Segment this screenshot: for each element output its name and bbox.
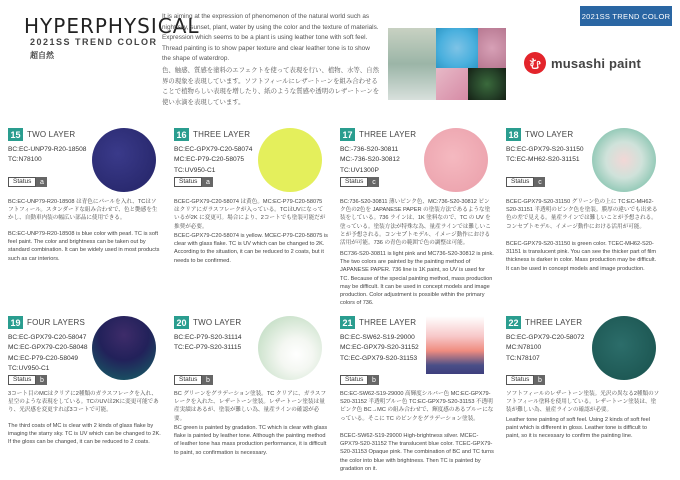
paint-codes [506, 145, 586, 166]
color-swatch [592, 316, 656, 380]
description-en: BCEC-GPX79-C20-58074 is yellow. MCEC-P79-C20-58075 is clear with glass flake. TC is UV which can be changed to 2K. According to the situation, it can be reduced to 2 coats, but it needs to be confirmed. [174, 233, 328, 264]
photo-tile-plant [468, 68, 506, 100]
description-en: BC:EC-UNP79-R20-18508 is blue color with pearl. TC is soft feel paint. The color and brightness can be taken out by standard combination. It can be widely used in most products such as car interiors. [8, 231, 160, 262]
paint-codes [340, 145, 420, 176]
card-header [8, 128, 75, 141]
status-badge [340, 375, 379, 385]
status-value: b [534, 375, 545, 385]
card-layer-count: TWO LAYER [27, 130, 76, 139]
paint-code: MC:-736-S20-30812 [340, 156, 400, 164]
paint-code: MC:EC-P79-C20-58075 [174, 156, 244, 164]
intro-text [162, 12, 380, 108]
paint-code: BC:EC-UNP79-R20-18508 [8, 146, 87, 153]
paint-code: TC:EC-P79-S20-31115 [174, 344, 242, 352]
logo-mark-icon: む [524, 52, 546, 74]
card-number: 21 [340, 316, 355, 329]
paint-code: BC:EC-GPX79-C20-58074 [174, 146, 253, 153]
paint-code: BC:EC-GPX79-C20-58047 [8, 334, 87, 341]
description-jp: BC:EC-SW62-S19-29000 高輝度シルバー色 MC:EC-GPX79-S20-31152 半透明ブルー色 TC:EC-GPX79-S20-31153 不透明ピンク色 BC→MC の組み合わせで、輝度感のあるブルーになっている。そこに TC のピンクをグラデーション塗装。 [340, 391, 494, 422]
card-number: 16 [174, 128, 189, 141]
paint-code: TC:N78107 [506, 354, 540, 362]
photo-tile-sky [388, 28, 436, 100]
description-jp: BC グリーンをグラデーション塗装。TC クリアに、ガラスフレークを入れた、レザートーン塗装。レザートーン塗装は量産実績はあるが、塗装が難しい為、量産ラインの確認が必要。 [174, 391, 327, 422]
photo-tile-flower [478, 28, 506, 68]
paint-codes [8, 145, 88, 166]
paint-codes [174, 333, 254, 354]
card-number: 15 [8, 128, 23, 141]
status-badge [8, 177, 47, 187]
status-badge [340, 177, 379, 187]
card-layer-count: THREE LAYER [359, 130, 417, 139]
card-header [174, 316, 241, 329]
description-jp: BCEC-GPX79-C20-58074 は黄色。MC:EC-P79-C20-58075 はクリアにガラスフレークが入っている。TCはUVになっているが2K に変更可。場合により、2コートでも塗装可能だが推奨が必要。 [174, 199, 326, 230]
description-jp: BC:EC-UNP79-R20-18508 は青色にパールを入れ、TCはソフトフィール。スタンダードな組み合わせで、色と艶感を生かし、自動車内装の幅広い部品に使用できる。 [8, 199, 158, 222]
card-number: 22 [506, 316, 521, 329]
status-value: c [368, 177, 379, 187]
status-value: a [202, 177, 213, 187]
description-jp: ソフトフィールのレザートーン塗装。光沢の異なる2種類のソフトフィール塗料を使用している。レザートーン塗装は、塗装が難しい為、量産ラインの確認が必要。 [506, 391, 660, 414]
description-en: Leather tone painting of soft feel. Using 2 kinds of soft feel paint which is different in gloss. Leather tone is difficult to paint, so it is necessary to confirm the painting line. [506, 417, 650, 440]
paint-codes [340, 333, 420, 364]
status-label: Status [340, 177, 368, 187]
card-number: 20 [174, 316, 189, 329]
color-swatch [92, 128, 156, 192]
status-label: Status [8, 375, 36, 385]
status-value: a [36, 177, 47, 187]
brand-title-jp: 超自然 [30, 51, 54, 60]
status-label: Status [506, 177, 534, 187]
card-layer-count: THREE LAYER [359, 318, 417, 327]
paint-code: TC:UV950-C1 [174, 166, 216, 174]
paint-code: MC:EC-GPX79-C20-58048 [8, 344, 88, 352]
paint-code: MC:EC-GPX79-S20-31152 [340, 344, 419, 352]
brand-subtitle: 2021SS TREND COLOR [30, 37, 158, 47]
paint-code: BC:EC-GPX79-C20-58072 [506, 334, 585, 341]
logo-text: musashi paint [551, 55, 642, 71]
paint-code: TC:EC-MH62-S20-31151 [506, 156, 580, 164]
photo-tile-sunset [436, 68, 468, 100]
card-number: 18 [506, 128, 521, 141]
card-header [340, 316, 416, 329]
nature-photo-collage [388, 28, 506, 100]
paint-code: BC:-736-S20-30811 [340, 146, 399, 153]
color-swatch [424, 128, 488, 192]
paint-code: TC:EC-GPX79-S20-31153 [340, 354, 418, 362]
brand-title: HYPERPHYSICAL [24, 14, 200, 38]
status-value: b [202, 375, 213, 385]
paint-code: TC:UV950-C1 [8, 365, 50, 373]
intro-japanese: 色、触感、質感を塗料のエフェクトを使って表現を行い、植物、水等、自然界の現象を表現しています。ソフトフィールにレザートーンを組み合わせることで植物らしい表現を増したり、紙のような質感や透明のレザートーンを使い水滴を表現しています。 [162, 66, 380, 106]
card-layer-count: TWO LAYER [193, 318, 242, 327]
paint-codes [506, 333, 586, 364]
paint-code: BC:EC-SW62-S19-29000 [340, 334, 415, 341]
card-header [506, 316, 582, 329]
card-header [340, 128, 416, 141]
description-en: BCEC-GPX79-S20-31150 is green color. TCEC-MH62-S20-31151 is translucent pink. You can see the thicker part of film thickness is darker in color. Mass production may be difficult. It can be used in concept models and image production. [506, 241, 657, 272]
color-swatch [258, 128, 322, 192]
color-swatch [426, 316, 484, 374]
status-label: Status [174, 375, 202, 385]
description-en: The third coats of MC is clear with 2 kinds of glass flake by imaging the starry sky. TC is UV which can be changed to 2K. If the gloss can be changed, it can be reduced to 2 coats. [8, 423, 161, 446]
description-en: BCEC-SW62-S19-29000 High-brightness silver. MCEC-GPX79-S20-31152 The translucent blue color. TCEC-GPX79-S20-31153 Opaque pink. The combination of BC and TC turns the color into blue with brightness. Then TC is painted by gradation on it. [340, 433, 494, 472]
card-layer-count: FOUR LAYERS [27, 318, 86, 327]
status-value: c [534, 177, 545, 187]
paint-code: TC:UV1300P [340, 166, 379, 174]
intro-english: It is aiming at the expression of phenomenon of the natural world such as night sky, sunset, plant, water by using the color and the texture of materials. Expression which seems to be a plant is using leather tone with soft feel. Thread painting is to show paper texture and clear leather tone is to show the shape of waterdrop. [162, 13, 379, 63]
paint-code: MC:N78100 [506, 344, 542, 352]
color-swatch [258, 316, 322, 380]
card-layer-count: THREE LAYER [525, 318, 583, 327]
status-badge [174, 375, 213, 385]
paint-code: MC:EC-P79-C20-58049 [8, 354, 78, 362]
color-swatch [92, 316, 156, 380]
paint-codes [174, 145, 254, 176]
status-value: b [368, 375, 379, 385]
card-layer-count: TWO LAYER [525, 130, 574, 139]
description-jp: BCEC-GPX79-S20-31150 グリーン色の上に TC:EC-MH62-S20-31151 半透明のピンク色を塗装。膜厚の違いでも出来る色の差で見える。量産ラインでは難しいことが予想される。コンセプトモデル、イメージ動作における活用が可能。 [506, 199, 658, 230]
description-en: BC736-S20-30811 is light pink and MC736-S20-30812 is pink. The two colors are painted by the painting method of JAPANESE PAPER. 736 line is 1K paint, so UV is used for TC. Because of the special painting method, mass production may be difficult. It can be used in concept models and image production. Color adjustment is possible within the primary colors of 736. [340, 251, 494, 307]
musashi-paint-logo [524, 52, 641, 74]
status-label: Status [8, 177, 36, 187]
paint-code: BC:EC-P79-S20-31114 [174, 334, 242, 341]
paint-code: TC:N78100 [8, 156, 42, 164]
paint-code: BC:EC-GPX79-S20-31150 [506, 146, 584, 153]
status-badge [506, 177, 545, 187]
color-swatch [592, 128, 656, 192]
status-badge [506, 375, 545, 385]
card-number: 17 [340, 128, 355, 141]
card-header [506, 128, 573, 141]
description-jp: BC:736-S20-30811 薄いピンク色、MC:736-S20-30812 ピンク色の2色を JAPANESE PAPER の塗装方法であるような塗装をしている。736 ラインは、1K 塗料なので、TC の UV を塗っている。塗装方法が特殊な為、量産ラインでは難しいことが予想される。コンセプトモデル、イメージ動作における活用が可能。736 の青色の範囲で色の調整は可能。 [340, 199, 491, 247]
status-badge [174, 177, 213, 187]
status-value: b [36, 375, 47, 385]
status-label: Status [506, 375, 534, 385]
status-label: Status [174, 177, 202, 187]
paint-codes [8, 333, 88, 375]
card-header [8, 316, 85, 329]
card-header [174, 128, 250, 141]
card-layer-count: THREE LAYER [193, 130, 251, 139]
description-en: BC green is painted by gradation. TC which is clear with glass flake is painted by leather tone. Although the painting method of leather tone has mass production performance, it is difficult to paint, so confirmation is necessary. [174, 425, 328, 456]
trend-color-tag: 2021SS TREND COLOR [580, 6, 672, 26]
photo-tile-water [436, 28, 478, 68]
status-badge [8, 375, 47, 385]
status-label: Status [340, 375, 368, 385]
description-jp: 3コート目のMCはクリアに2種類のガラスフレークを入れ、星空のような表現をしている。TCのUVは2Kに変更可能であり、光沢感を変更すれば3コートで可能。 [8, 391, 159, 414]
card-number: 19 [8, 316, 23, 329]
